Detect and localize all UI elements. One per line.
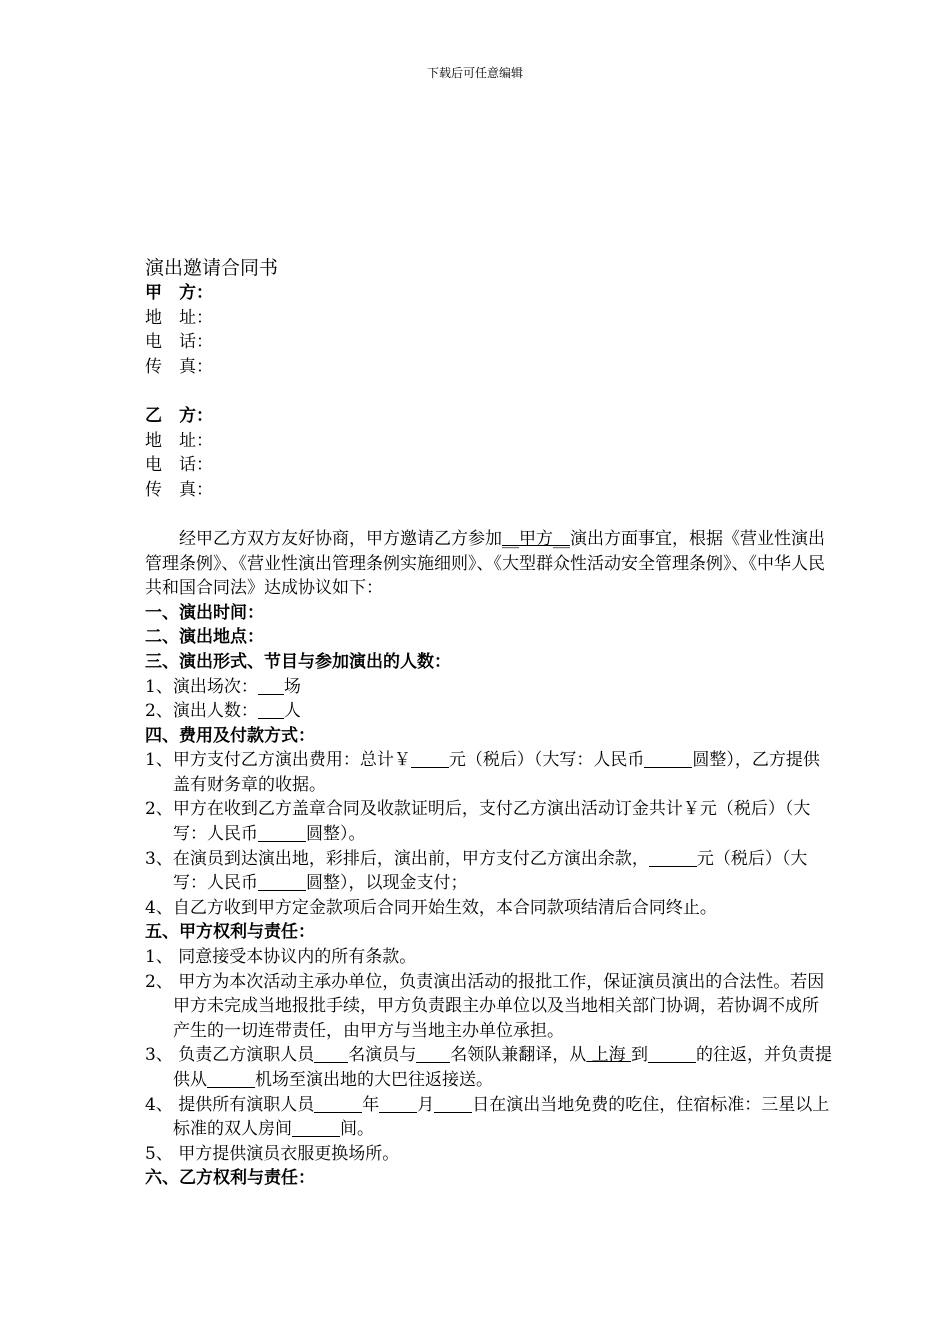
list-item: 1、甲方支付乙方演出费用：总计￥ 元（税后）（大写：人民币 圆整），乙方提供盖有财务章的收据。 <box>145 750 820 795</box>
list-item: 3、在演员到达演出地，彩排后，演出前，甲方支付乙方演出余款， 元（税后）（大写：人民币 圆整），以现金支付； <box>145 848 808 894</box>
spacer <box>145 379 835 404</box>
section-6-heading: 六、乙方权利与责任： <box>145 1168 315 1189</box>
intro-party: __甲方__ <box>502 528 570 549</box>
blank-field <box>644 750 692 768</box>
section-3-heading: 三、演出形式、节目与参加演出的人数： <box>145 651 451 672</box>
party-b-label: 乙 方： <box>145 405 213 426</box>
section-5-heading: 五、甲方权利与责任： <box>145 922 315 943</box>
contract-body <box>145 255 835 1191</box>
blank-field <box>258 824 306 842</box>
section-1-heading: 一、演出时间： <box>145 602 264 623</box>
list-item: 2、演出人数： 人 <box>145 701 301 722</box>
blank-field <box>411 750 449 768</box>
blank-field <box>649 849 697 867</box>
blank-field <box>379 1095 417 1113</box>
list-item: 4、 提供所有演职人员 年 月 日在演出当地免费的吃住，住宿标准：三星以上标准的双人房间 间。 <box>145 1094 830 1140</box>
list-item: 5、 甲方提供演员衣服更换场所。 <box>145 1143 400 1164</box>
page-header: 下载后可任意编辑 <box>426 66 523 80</box>
blank-field <box>258 873 306 891</box>
list-item: 2、甲方在收到乙方盖章合同及收款证明后，支付乙方演出活动订金共计￥元（税后）（大写：人民币 圆整）。 <box>145 799 811 845</box>
party-a-address: 地 址： <box>145 307 213 328</box>
blank-field <box>258 701 284 719</box>
list-item: 3、 负责乙方演职人员 名演员与 名领队兼翻译，从 上海 到 的往返，并负责提供从 机场至演出地的大巴往返接送。 <box>145 1045 833 1090</box>
intro-paragraph <box>145 527 835 601</box>
party-b-fax: 传 真： <box>145 479 213 500</box>
party-a-phone: 电 话： <box>145 332 213 353</box>
section-4-heading: 四、费用及付款方式： <box>145 725 315 746</box>
spacer <box>145 502 835 527</box>
contract-title: 演出邀请合同书 <box>145 257 279 279</box>
blank-field <box>314 1045 348 1063</box>
list-item: 1、演出场次： 场 <box>145 676 301 697</box>
party-a-label: 甲 方： <box>145 283 213 303</box>
section-2-heading: 二、演出地点： <box>145 627 264 648</box>
party-b-address: 地 址： <box>145 430 213 451</box>
blank-field <box>258 677 284 695</box>
departure-city: 上海 <box>586 1045 632 1066</box>
party-b-phone: 电 话： <box>145 455 213 476</box>
blank-field <box>648 1045 696 1063</box>
list-item: 1、 同意接受本协议内的所有条款。 <box>145 947 417 968</box>
blank-field <box>416 1045 450 1063</box>
list-item: 4、自乙方收到甲方定金款项后合同开始生效，本合同款项结清后合同终止。 <box>145 897 717 918</box>
intro-post: 演出方面事宜，根据《营业性演出管理条例》、《营业性演出管理条例实施细则》、《大型群众性活动安全管理条例》、《中华人民共和国合同法》达成协议如下： <box>145 528 825 599</box>
blank-field <box>314 1095 362 1113</box>
blank-field <box>434 1095 472 1113</box>
blank-field <box>207 1070 255 1088</box>
blank-field <box>292 1119 340 1137</box>
party-a-fax: 传 真： <box>145 356 213 377</box>
intro-pre: 经甲乙方双方友好协商，甲方邀请乙方参加 <box>179 528 502 549</box>
list-item: 2、 甲方为本次活动主承办单位，负责演出活动的报批工作，保证演员演出的合法性。若因甲方未完成当地报批手续，甲方负责跟主办单位以及当地相关部门协调，若协调不成所产生的一切连带责任，由甲方与当地主办单位承担。 <box>145 971 825 1041</box>
